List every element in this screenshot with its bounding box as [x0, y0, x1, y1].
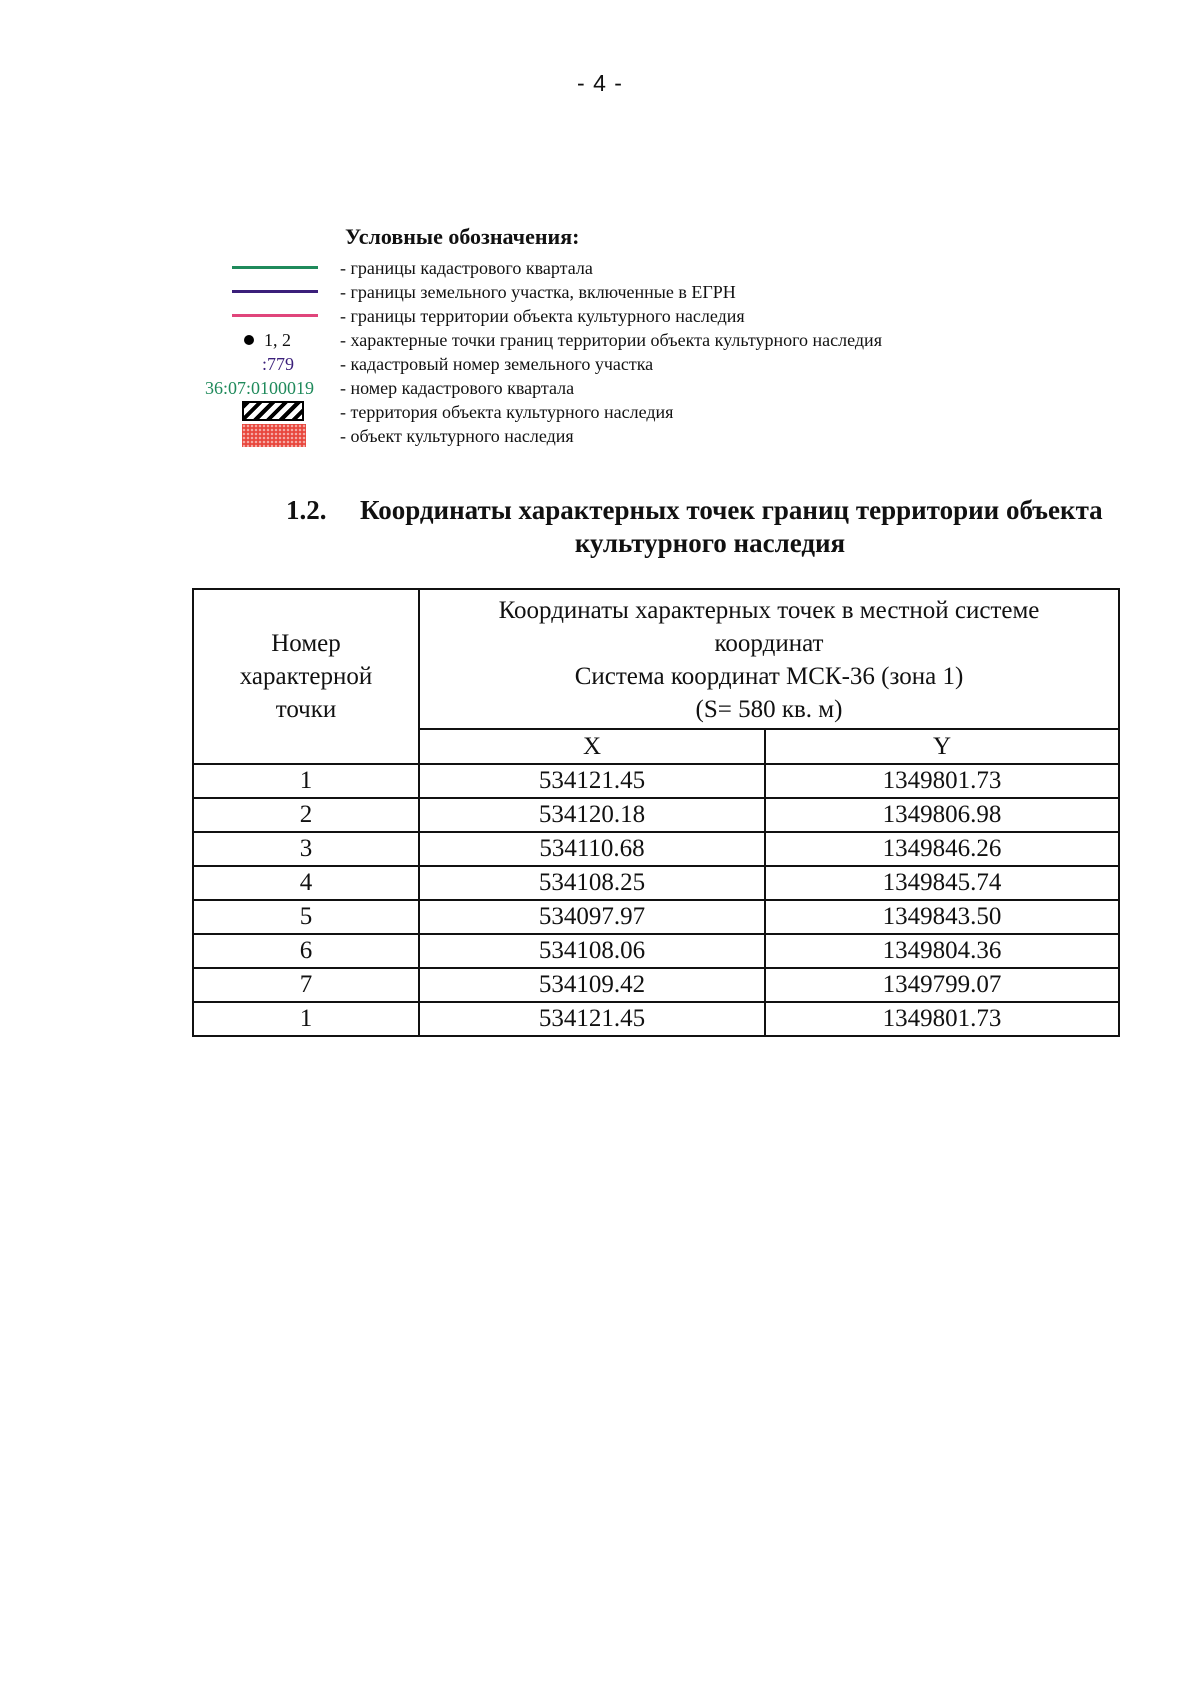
- legend-item-text: - границы территории объекта культурного наследия: [340, 306, 745, 326]
- cell-point-number: 6: [193, 934, 419, 968]
- cell-y: 1349843.50: [765, 900, 1119, 934]
- red-fill-pattern-icon: [242, 424, 306, 447]
- section-title-line2: культурного наследия: [574, 528, 846, 558]
- point-symbol-label: 1, 2: [264, 330, 291, 350]
- green-line-symbol: [232, 266, 318, 269]
- legend-item-text: - номер кадастрового квартала: [340, 378, 575, 398]
- header-point-number: [193, 589, 419, 764]
- legend-title: Условные обозначения:: [345, 224, 580, 249]
- header-text: характерной: [239, 663, 373, 690]
- header-text: (S= 580 кв. м): [695, 696, 843, 723]
- legend-item-heritage-territory-boundary: [0, 304, 1200, 328]
- header-text: Система координат МСК-36 (зона 1): [574, 663, 964, 690]
- hatch-pattern-icon: [242, 401, 304, 421]
- legend-item-text: - границы земельного участка, включенные в ЕГРН: [340, 282, 736, 302]
- cell-y: 1349801.73: [765, 764, 1119, 798]
- table-row: [193, 1002, 1119, 1036]
- cell-point-number: 1: [193, 764, 419, 798]
- page-number: - 4 -: [577, 70, 623, 96]
- cell-y: 1349801.73: [765, 1002, 1119, 1036]
- cell-y: 1349846.26: [765, 832, 1119, 866]
- legend-item-text: - кадастровый номер земельного участка: [340, 354, 654, 374]
- cell-y: 1349804.36: [765, 934, 1119, 968]
- legend-item-quarter-number: [0, 376, 1200, 400]
- table-row: [193, 764, 1119, 798]
- cell-x: 534097.97: [419, 900, 765, 934]
- cell-point-number: 5: [193, 900, 419, 934]
- cell-x: 534108.25: [419, 866, 765, 900]
- header-text: координат: [714, 630, 824, 657]
- cell-y: 1349845.74: [765, 866, 1119, 900]
- cell-y: 1349799.07: [765, 968, 1119, 1002]
- header-x: X: [419, 729, 765, 764]
- cell-point-number: 1: [193, 1002, 419, 1036]
- cell-x: 534121.45: [419, 764, 765, 798]
- cell-x: 534120.18: [419, 798, 765, 832]
- coordinates-table: [192, 588, 1120, 1037]
- table-row: [193, 866, 1119, 900]
- header-y: Y: [765, 729, 1119, 764]
- point-symbol: [244, 328, 291, 352]
- cell-point-number: 7: [193, 968, 419, 1002]
- pink-line-symbol: [232, 314, 318, 317]
- cell-x: 534121.45: [419, 1002, 765, 1036]
- purple-line-symbol: [232, 290, 318, 293]
- legend-item-text: - объект культурного наследия: [340, 426, 574, 446]
- cell-point-number: 4: [193, 866, 419, 900]
- header-text: Координаты характерных точек в местной системе: [498, 597, 1040, 624]
- legend-item-cadastral-quarter-boundary: [0, 256, 1200, 280]
- header-coordinates: [419, 589, 1119, 729]
- legend-item-text: - территория объекта культурного наследия: [340, 402, 674, 422]
- table-row: [193, 798, 1119, 832]
- legend-item-text: - характерные точки границ территории объекта культурного наследия: [340, 330, 882, 350]
- header-text: Номер: [271, 630, 341, 657]
- black-dot-icon: [244, 335, 254, 345]
- cell-x: 534108.06: [419, 934, 765, 968]
- legend-item-characteristic-points: [0, 328, 1200, 352]
- legend-item-text: - границы кадастрового квартала: [340, 258, 593, 278]
- section-title-line1: Координаты характерных точек границ территории объекта: [360, 495, 1103, 525]
- parcel-number-symbol: :779: [262, 354, 295, 374]
- cell-x: 534109.42: [419, 968, 765, 1002]
- table-row: [193, 900, 1119, 934]
- table-row: [193, 968, 1119, 1002]
- legend-item-heritage-territory: [0, 400, 1200, 424]
- cell-y: 1349806.98: [765, 798, 1119, 832]
- legend-item-parcel-number: [0, 352, 1200, 376]
- legend-item-land-plot-boundary: [0, 280, 1200, 304]
- cell-x: 534110.68: [419, 832, 765, 866]
- header-text: точки: [275, 696, 337, 723]
- table-row: [193, 934, 1119, 968]
- legend-item-heritage-object: [0, 424, 1200, 448]
- table-row: [193, 832, 1119, 866]
- quarter-number-symbol: 36:07:0100019: [205, 378, 315, 398]
- cell-point-number: 3: [193, 832, 419, 866]
- cell-point-number: 2: [193, 798, 419, 832]
- section-number: 1.2.: [286, 495, 327, 525]
